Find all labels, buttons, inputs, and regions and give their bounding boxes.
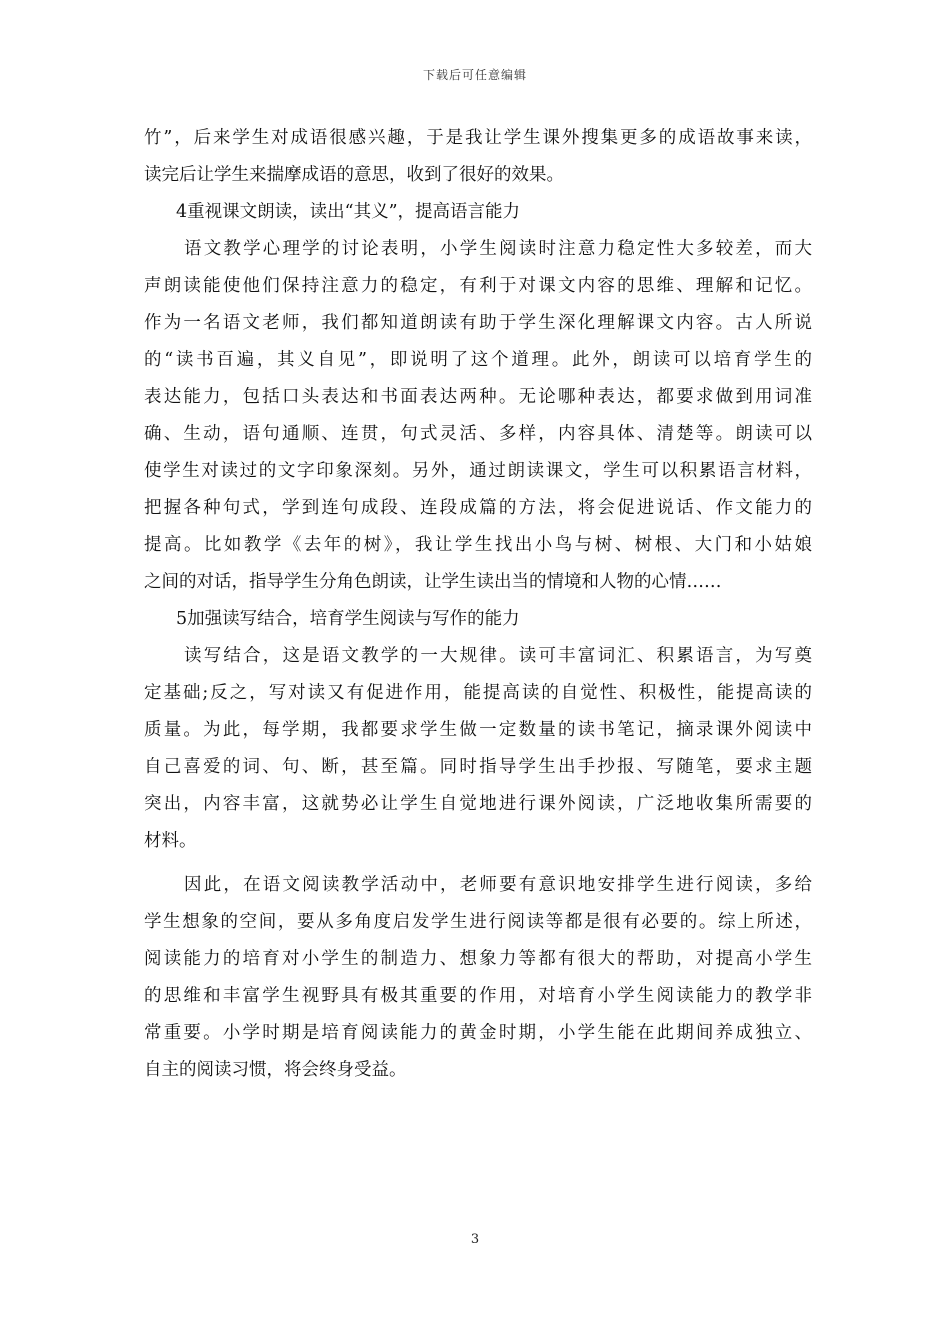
text-line: 学生想象的空间，要从多角度启发学生进行阅读等都是很有必要的。综上所述，: [144, 912, 812, 932]
text-line: 读写结合，这是语文教学的一大规律。读可丰富词汇、积累语言，为写奠: [184, 646, 812, 666]
text-line: 声朗读能使他们保持注意力的稳定，有利于对课文内容的思维、理解和记忆。: [144, 276, 812, 296]
text-line: 阅读能力的培育对小学生的制造力、想象力等都有很大的帮助，对提高小学生: [144, 949, 812, 969]
text-line: 表达能力，包括口头表达和书面表达两种。无论哪种表达，都要求做到用词准: [144, 387, 812, 407]
text-line: 竹”，后来学生对成语很感兴趣，于是我让学生课外搜集更多的成语故事来读，: [144, 128, 812, 148]
page-header: 下载后可任意编辑: [422, 68, 527, 82]
text-line: 把握各种句式，学到连句成段、连段成篇的方法，将会促进说话、作文能力的: [144, 498, 812, 518]
text-line: 自主的阅读习惯，将会终身受益。: [144, 1060, 407, 1080]
text-line: 自己喜爱的词、句、断，甚至篇。同时指导学生出手抄报、写随笔，要求主题: [144, 757, 812, 777]
page-number: 3: [470, 1232, 480, 1247]
document-body: [144, 120, 812, 1089]
text-line: 的“读书百遍，其义自见”，即说明了这个道理。此外，朗读可以培育学生的: [144, 350, 812, 370]
text-line: 确、生动，语句通顺、连贯，句式灵活、多样，内容具体、清楚等。朗读可以: [144, 424, 812, 444]
text-line: 之间的对话，指导学生分角色朗读，让学生读出当的情境和人物的心情……: [144, 572, 722, 592]
text-line: 因此，在语文阅读教学活动中，老师要有意识地安排学生进行阅读，多给: [184, 875, 812, 895]
text-line: 常重要。小学时期是培育阅读能力的黄金时期，小学生能在此期间养成独立、: [144, 1023, 812, 1043]
text-line: 语文教学心理学的讨论表明，小学生阅读时注意力稳定性大多较差，而大: [184, 239, 812, 259]
text-line: 定基础;反之，写对读又有促进作用，能提高读的自觉性、积极性，能提高读的: [144, 683, 812, 703]
text-line: 材料。: [144, 831, 197, 851]
text-line: 提高。比如教学《去年的树》，我让学生找出小鸟与树、树根、大门和小姑娘: [144, 535, 812, 555]
text-line: 作为一名语文老师，我们都知道朗读有助于学生深化理解课文内容。古人所说: [144, 313, 812, 333]
paragraph-gap: [144, 860, 812, 867]
text-line: 使学生对读过的文字印象深刻。另外，通过朗读课文，学生可以积累语言材料，: [144, 461, 812, 481]
text-line: 读完后让学生来揣摩成语的意思，收到了很好的效果。: [144, 165, 564, 185]
text-line: 质量。为此，每学期，我都要求学生做一定数量的读书笔记，摘录课外阅读中: [144, 720, 812, 740]
text-line: 突出，内容丰富，这就势必让学生自觉地进行课外阅读，广泛地收集所需要的: [144, 794, 812, 814]
section-heading-5: 5加强读写结合，培育学生阅读与写作的能力: [176, 609, 520, 629]
text-line: 的思维和丰富学生视野具有极其重要的作用，对培育小学生阅读能力的教学非: [144, 986, 812, 1006]
section-heading-4: 4重视课文朗读，读出“其义”，提高语言能力: [176, 202, 521, 222]
